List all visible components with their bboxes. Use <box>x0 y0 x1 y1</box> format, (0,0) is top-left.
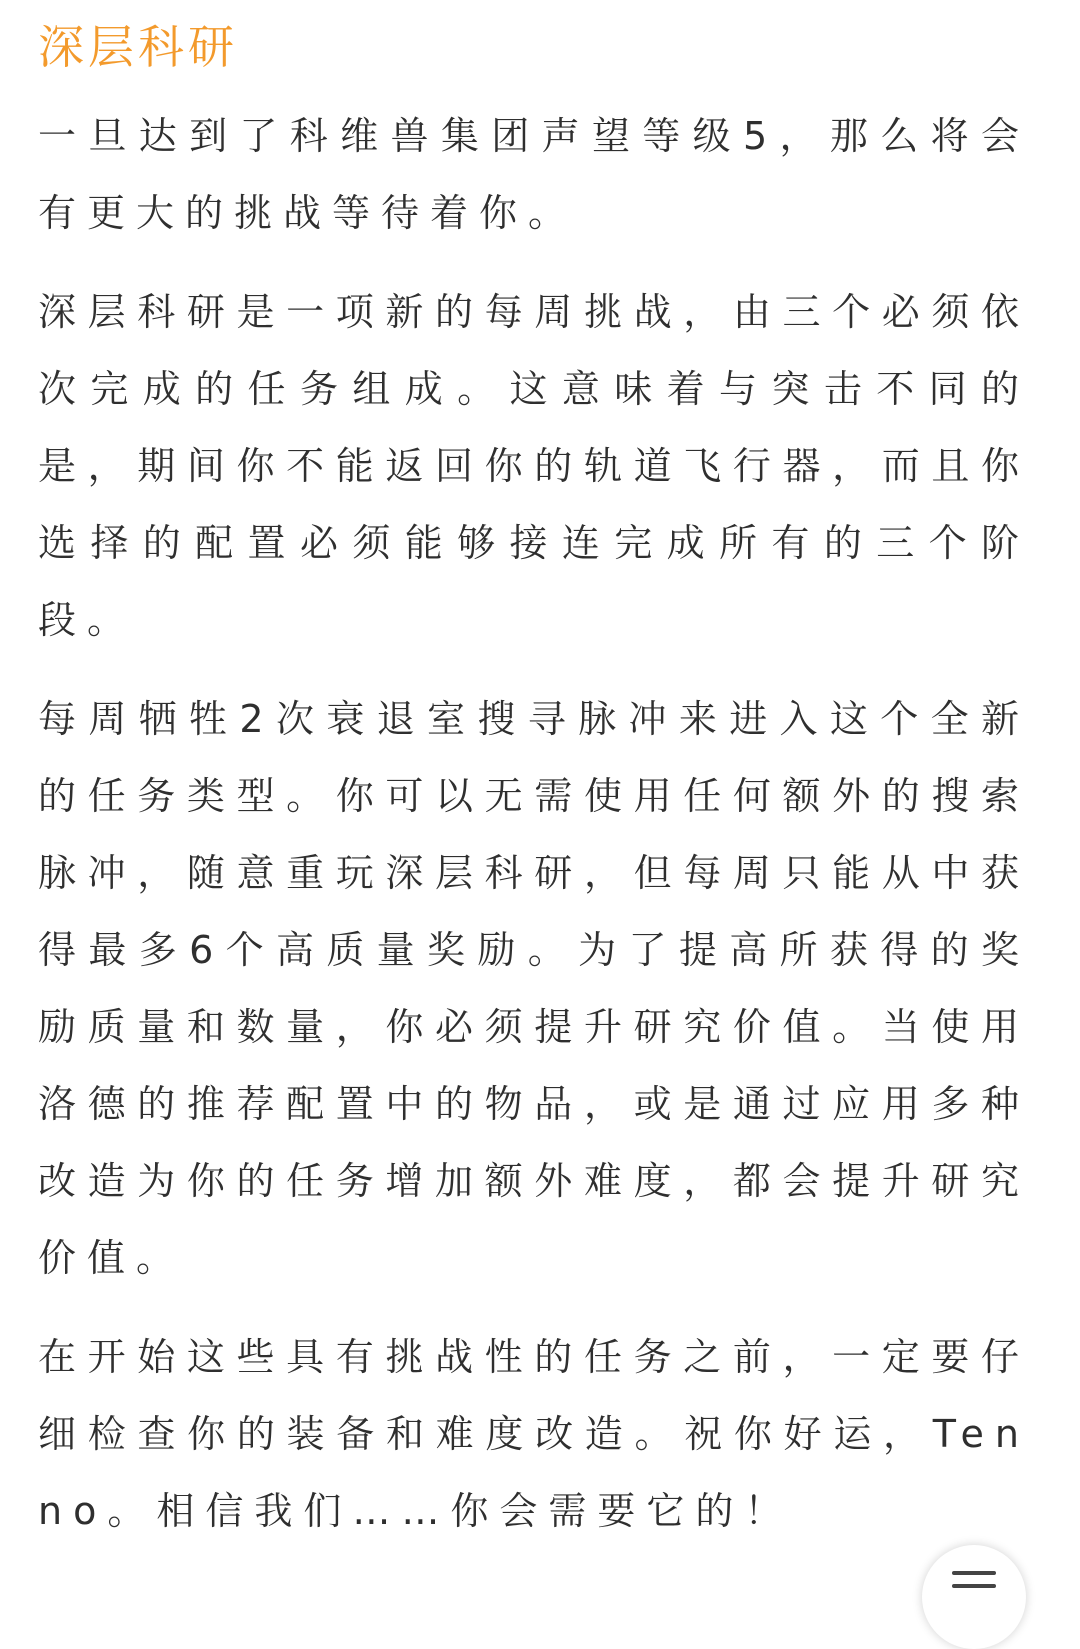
menu-button[interactable] <box>922 1545 1026 1649</box>
menu-icon <box>952 1571 996 1601</box>
article-paragraph: 一旦达到了科维兽集团声望等级5，那么将会有更大的挑战等待着你。 <box>38 114 1030 235</box>
article-paragraph: 每周牺牲2次衰退室搜寻脉冲来进入这个全新的任务类型。你可以无需使用任何额外的搜索脉冲，随意重玩深层科研，但每周只能从中获得最多6个高质量奖励。为了提高所获得的奖励质量和数量，你必须提升研究价值。当使用洛德的推荐配置中的物品，或是通过应用多种改造为你的任务增加额外难度，都会提升研究价值。 <box>38 697 1030 1280</box>
article-paragraph: 在开始这些具有挑战性的任务之前，一定要仔细检查你的装备和难度改造。祝你好运，Tenno。相信我们……你会需要它的！ <box>38 1335 1030 1533</box>
article-paragraph: 深层科研是一项新的每周挑战，由三个必须依次完成的任务组成。这意味着与突击不同的是，期间你不能返回你的轨道飞行器，而且你选择的配置必须能够接连完成所有的三个阶段。 <box>38 290 1030 642</box>
article-title: 深层科研 <box>38 20 238 74</box>
article <box>38 0 1030 1550</box>
